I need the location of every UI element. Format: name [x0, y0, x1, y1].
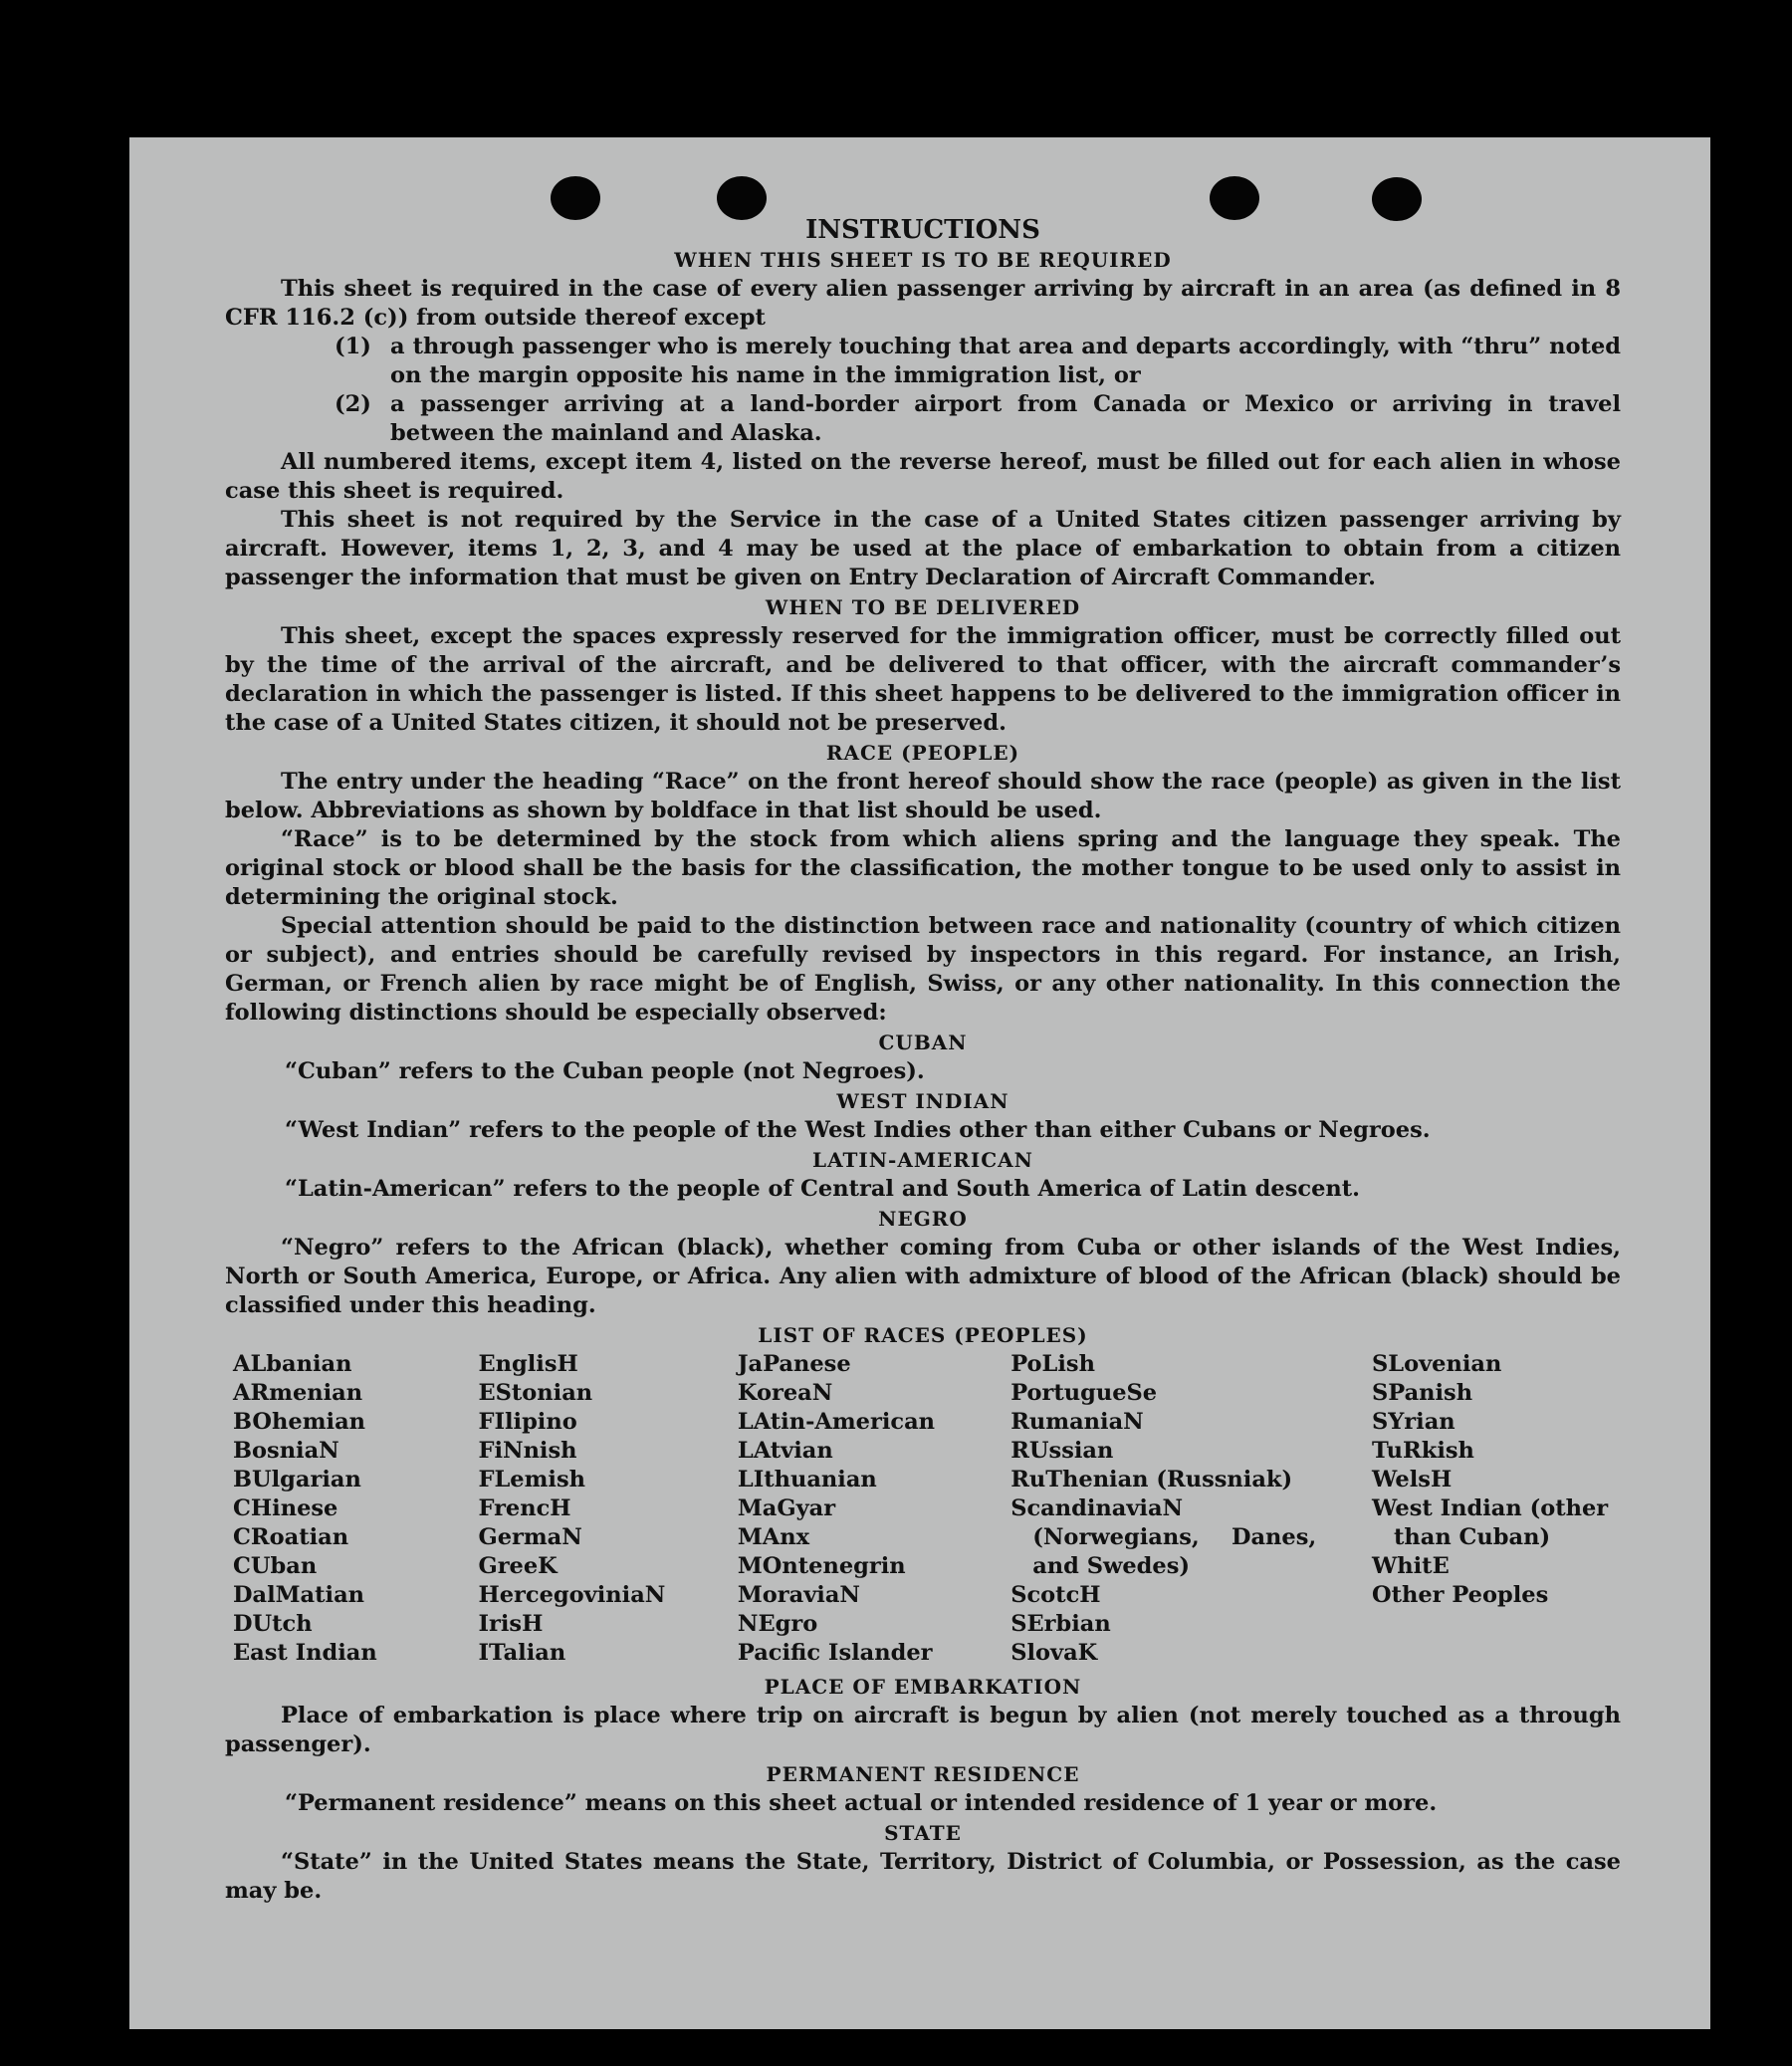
- race-entry: SErbian: [1010, 1611, 1111, 1637]
- race-entry: PoLish: [1010, 1351, 1095, 1377]
- race-entry: CHinese: [233, 1495, 338, 1521]
- race-entry: BUlgarian: [233, 1467, 361, 1492]
- punch-hole: [1210, 176, 1259, 220]
- race-entry: PortugueSe: [1010, 1380, 1158, 1406]
- race-entry: SLovenian: [1372, 1351, 1502, 1377]
- page-title: INSTRUCTIONS: [805, 215, 1040, 245]
- paragraph: The entry under the heading “Race” on the front hereof should show the race (people) as given in the list below. Abbreviations as shown by boldface in that list should be used.: [225, 769, 1621, 823]
- race-entry: LAtvian: [737, 1438, 833, 1464]
- race-entry: FLemish: [478, 1467, 585, 1492]
- race-entry: GreeK: [478, 1553, 558, 1579]
- paragraph: “Permanent residence” means on this sheet actual or intended residence of 1 year or more.: [285, 1790, 1438, 1816]
- race-entry: RuThenian (Russniak): [1010, 1467, 1293, 1492]
- punch-hole: [551, 176, 600, 220]
- race-entry: ARmenian: [233, 1380, 363, 1406]
- definition-negro: “Negro” refers to the African (black), whether coming from Cuba or other islands of the West Indies, North or South America, Europe, or Africa. Any alien with admixture of blood of the African (black) should be classified under this heading.: [225, 1235, 1621, 1318]
- section-heading: PERMANENT RESIDENCE: [766, 1762, 1080, 1786]
- instructions-content: [225, 215, 1621, 1906]
- section-heading: RACE (PEOPLE): [825, 741, 1020, 765]
- list-item: [225, 390, 1621, 448]
- race-entry: RumaniaN: [1010, 1409, 1144, 1435]
- definition-cuban: “Cuban” refers to the Cuban people (not Negroes).: [285, 1058, 925, 1084]
- races-column-2: [478, 1350, 737, 1668]
- race-entry: MaGyar: [737, 1495, 836, 1521]
- paragraph: This sheet is not required by the Service in the case of a United States citizen passenger arriving by aircraft. However, items 1, 2, 3, and 4 may be used at the place of embarkation to obtain from a citizen passenger the information that must be given on Entry Declaration of Aircraft Commander.: [225, 507, 1621, 590]
- race-entry: ITalian: [478, 1640, 566, 1666]
- race-entry: West Indian (other than Cuban): [1372, 1495, 1609, 1550]
- race-entry: ScotcH: [1010, 1582, 1101, 1608]
- item-text: a passenger arriving at a land-border airport from Canada or Mexico or arriving in travel between the mainland and Alaska.: [390, 391, 1621, 446]
- race-entry: CUban: [233, 1553, 318, 1579]
- race-entry: LAtin-American: [737, 1409, 936, 1435]
- race-entry: JaPanese: [737, 1351, 851, 1377]
- definition-west-indian: “West Indian” refers to the people of the West Indies other than either Cubans or Negroes.: [285, 1117, 1431, 1143]
- paragraph: This sheet is required in the case of every alien passenger arriving by aircraft in an area (as defined in 8 CFR 116.2 (c)) from outside thereof except: [225, 276, 1621, 331]
- race-entry: NEgro: [737, 1611, 818, 1637]
- race-entry: IrisH: [478, 1611, 544, 1637]
- section-heading: WHEN TO BE DELIVERED: [765, 595, 1081, 619]
- section-heading: STATE: [884, 1821, 962, 1845]
- race-entry: SPanish: [1372, 1380, 1473, 1406]
- race-entry: EStonian: [478, 1380, 593, 1406]
- race-entry: BosniaN: [233, 1438, 339, 1464]
- races-column-5: [1372, 1350, 1621, 1668]
- race-entry: HercegoviniaN: [478, 1582, 666, 1608]
- race-entry: FIlipino: [478, 1409, 577, 1435]
- race-entry: EnglisH: [478, 1351, 578, 1377]
- races-column-1: [233, 1350, 478, 1668]
- subheading-latin-american: LATIN-AMERICAN: [812, 1148, 1033, 1172]
- race-entry: DUtch: [233, 1611, 313, 1637]
- race-entry: SYrian: [1372, 1409, 1456, 1435]
- race-entry: LIthuanian: [737, 1467, 877, 1492]
- race-entry: RUssian: [1010, 1438, 1114, 1464]
- subheading-cuban: CUBAN: [878, 1031, 968, 1054]
- item-number: (2): [335, 391, 371, 417]
- race-entry: FiNnish: [478, 1438, 577, 1464]
- race-entry: DalMatian: [233, 1582, 365, 1608]
- races-column-4: [1010, 1350, 1372, 1668]
- race-entry: MOntenegrin: [737, 1553, 906, 1579]
- race-entry: ScandinaviaN (Norwegians, Danes, and Swedes): [1010, 1495, 1317, 1579]
- paragraph: Special attention should be paid to the distinction between race and nationality (country of which citizen or subject), and entries should be carefully revised by inspectors in this regard. For instance, an Irish, German, or French alien by race might be of English, Swiss, or any other nationality. In this connection the following distinctions should be especially observed:: [225, 913, 1621, 1026]
- race-entry: TuRkish: [1372, 1438, 1474, 1464]
- punch-hole: [717, 176, 767, 220]
- race-entry: KoreaN: [737, 1380, 833, 1406]
- paragraph: Place of embarkation is place where trip on aircraft is begun by alien (not merely touched as a through passenger).: [225, 1703, 1621, 1757]
- race-entry: WelsH: [1372, 1467, 1453, 1492]
- race-entry: SlovaK: [1010, 1640, 1098, 1666]
- section-heading: WHEN THIS SHEET IS TO BE REQUIRED: [674, 248, 1172, 272]
- races-column-3: [738, 1350, 1010, 1668]
- section-heading: PLACE OF EMBARKATION: [764, 1675, 1082, 1699]
- subheading-negro: NEGRO: [878, 1207, 968, 1231]
- race-entry: Pacific Islander: [737, 1640, 933, 1666]
- item-text: a through passenger who is merely touching that area and departs accordingly, with “thru” noted on the margin opposite his name in the immigration list, or: [390, 334, 1621, 388]
- races-list-heading: LIST OF RACES (PEOPLES): [758, 1323, 1088, 1347]
- race-entry: BOhemian: [233, 1409, 366, 1435]
- race-entry: ALbanian: [233, 1351, 352, 1377]
- race-entry: MAnx: [737, 1524, 810, 1550]
- race-entry: Other Peoples: [1372, 1582, 1549, 1608]
- paragraph: “State” in the United States means the State, Territory, District of Columbia, or Possession, as the case may be.: [225, 1849, 1621, 1904]
- paragraph: All numbered items, except item 4, listed on the reverse hereof, must be filled out for each alien in whose case this sheet is required.: [225, 449, 1621, 504]
- race-entry: CRoatian: [233, 1524, 349, 1550]
- race-entry: East Indian: [233, 1640, 377, 1666]
- list-item: [225, 333, 1621, 390]
- race-entry: GermaN: [478, 1524, 582, 1550]
- paragraph: This sheet, except the spaces expressly reserved for the immigration officer, must be correctly filled out by the time of the arrival of the aircraft, and be delivered to that officer, with the aircraft commander’s declaration in which the passenger is listed. If this sheet happens to be delivered to the immigration officer in the case of a United States citizen, it should not be preserved.: [225, 623, 1621, 736]
- paragraph: “Race” is to be determined by the stock from which aliens spring and the language they speak. The original stock or blood shall be the basis for the classification, the mother tongue to be used only to assist in determining the original stock.: [225, 826, 1621, 910]
- race-entry: WhitE: [1372, 1553, 1450, 1579]
- definition-latin-american: “Latin-American” refers to the people of Central and South America of Latin descent.: [285, 1176, 1360, 1202]
- race-entry: MoraviaN: [737, 1582, 861, 1608]
- races-table: [233, 1350, 1621, 1668]
- race-entry: FrencH: [478, 1495, 571, 1521]
- document-sheet: [129, 137, 1710, 2029]
- subheading-west-indian: WEST INDIAN: [836, 1089, 1009, 1113]
- item-number: (1): [335, 334, 371, 359]
